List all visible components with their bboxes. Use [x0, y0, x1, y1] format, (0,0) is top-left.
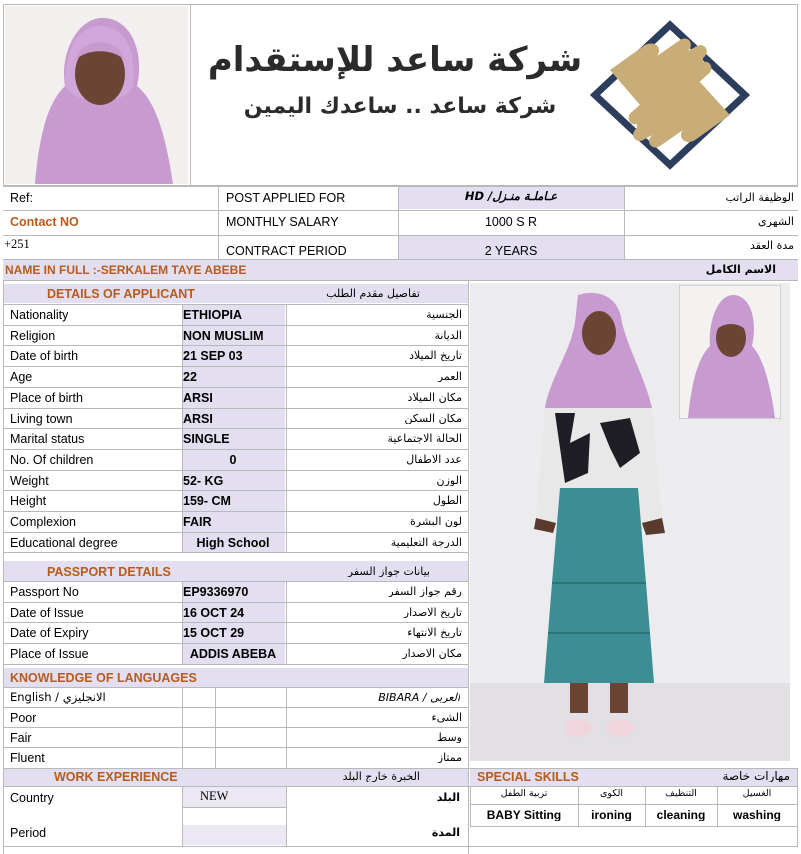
applicant-row-label-ar: الديانة — [434, 330, 462, 341]
skill-label-ar: تربية الطفل — [500, 789, 548, 799]
applicant-row-value: High School — [196, 537, 270, 550]
portrait-photo-right — [679, 285, 781, 419]
period-label-ar: المدة — [431, 827, 460, 838]
country-value: NEW — [200, 790, 229, 803]
applicant-row-label-ar: لون البشرة — [410, 516, 462, 527]
company-slogan: شركة ساعد .. ساعدك اليمين — [243, 94, 557, 119]
row-divider — [4, 747, 468, 748]
applicant-row-value: 21 SEP 03 — [183, 350, 243, 363]
post-value: عـاملـة منـزل/ HD — [464, 191, 558, 203]
applicant-row-value: ARSI — [183, 392, 213, 405]
applicant-row-label-ar: الجنسية — [426, 309, 462, 320]
applicant-row-label-ar: تاريخ الميلاد — [409, 350, 462, 361]
applicant-row-label: No. Of children — [10, 454, 94, 467]
contract-label-ar: مدة العقد — [750, 240, 794, 251]
passport-row-value: ADDIS ABEBA — [189, 648, 277, 661]
applicant-row-value: ETHIOPIA — [183, 309, 243, 322]
salary-label-ar: الشهري — [758, 216, 794, 227]
passport-header-ar: بيانات جواز السفر — [347, 566, 430, 577]
passport-row-label: Passport No — [10, 586, 79, 599]
period-label: Period — [10, 827, 47, 840]
applicant-header: DETAILS OF APPLICANT — [47, 288, 195, 301]
applicant-header-ar: تفاصيل مقدم الطلب — [326, 288, 420, 299]
applicant-row-value: 159- CM — [183, 495, 231, 508]
skills-header-ar: مهارات خاصة — [722, 770, 790, 782]
post-label: POST APPLIED FOR — [226, 192, 346, 205]
applicant-row-value: ARSI — [183, 413, 213, 426]
skill-label: BABY Sitting — [486, 809, 562, 821]
arabic-label: العربي / BIBARA — [378, 692, 460, 703]
skill-label-ar: الغسيل — [742, 789, 772, 799]
passport-row-label-ar: تاريخ الاصدار — [403, 607, 462, 618]
work-header: WORK EXPERIENCE — [54, 771, 178, 784]
applicant-row-label: Complexion — [10, 516, 77, 529]
passport-row-label-ar: تاريخ الانتهاء — [407, 627, 462, 638]
contract-value: 2 YEARS — [484, 245, 538, 258]
english-label: English / الانجليزي — [10, 692, 106, 704]
salary-value: 1000 S R — [484, 216, 538, 229]
country-label: Country — [10, 792, 54, 805]
col-divider — [182, 581, 183, 664]
language-level-label-ar: ممتاز — [437, 752, 462, 763]
full-name: NAME IN FULL :-SERKALEM TAYE ABEBE — [5, 264, 247, 276]
row-divider — [4, 664, 468, 665]
row-divider — [4, 727, 468, 728]
portrait-photo-small — [5, 6, 188, 184]
skill-label-ar: التنظيف — [665, 789, 697, 799]
language-level-label-ar: الشيء — [431, 712, 462, 723]
applicant-row-value: SINGLE — [183, 433, 230, 446]
applicant-row-label: Age — [10, 371, 33, 384]
applicant-row-value: NON MUSLIM — [183, 330, 264, 343]
applicant-row-label-ar: الطول — [432, 495, 462, 506]
applicant-row-label: Place of birth — [10, 392, 83, 405]
work-header-ar: الخبرة خارج البلد — [342, 771, 420, 782]
applicant-row-label-ar: الوزن — [436, 475, 462, 486]
row-divider — [4, 552, 468, 553]
applicant-row-label: Religion — [10, 330, 56, 343]
row-divider — [470, 804, 797, 805]
skill-label: cleaning — [656, 809, 706, 821]
ref-label: Ref: — [10, 192, 33, 205]
applicant-row-value: 52- KG — [183, 475, 224, 488]
passport-row-label-ar: رقم جواز السفر — [388, 586, 462, 597]
salary-label: MONTHLY SALARY — [226, 216, 339, 229]
row-divider — [470, 826, 797, 827]
passport-row-value: 15 OCT 29 — [183, 627, 245, 640]
applicant-row-label-ar: العمر — [437, 371, 462, 382]
skill-label: ironing — [591, 809, 632, 821]
skill-label: washing — [732, 809, 781, 821]
applicant-row-label-ar: الدرجة التعليمية — [390, 537, 462, 548]
col-divider — [286, 581, 287, 664]
row-divider — [4, 707, 468, 708]
passport-row-label: Date of Issue — [10, 607, 84, 620]
post-label-ar: الوظيفة الراتب — [725, 192, 794, 203]
passport-row-label: Date of Expiry — [10, 627, 89, 640]
applicant-row-label: Date of birth — [10, 350, 79, 363]
full-name-ar: الاسم الكامل — [705, 264, 776, 275]
passport-row-label: Place of Issue — [10, 648, 89, 661]
applicant-row-label-ar: عدد الاطفال — [406, 454, 462, 465]
language-level-label: Fair — [10, 732, 32, 745]
applicant-row-label-ar: مكان الميلاد — [407, 392, 462, 403]
passport-row-value: 16 OCT 24 — [183, 607, 245, 620]
country-label-ar: البلد — [436, 792, 460, 803]
passport-header: PASSPORT DETAILS — [47, 566, 171, 579]
applicant-row-label: Nationality — [10, 309, 69, 322]
language-level-label: Fluent — [10, 752, 45, 765]
contact-label: Contact NO — [10, 216, 79, 229]
applicant-row-label-ar: مكان السكن — [404, 413, 462, 424]
contract-label: CONTRACT PERIOD — [226, 245, 347, 258]
applicant-row-label-ar: الحالة الاجتماعية — [387, 433, 462, 444]
passport-row-label-ar: مكان الاصدار — [402, 648, 462, 659]
passport-row-value: EP9336970 — [183, 586, 249, 599]
phone-value: +251 — [4, 238, 30, 251]
applicant-row-value: 0 — [229, 454, 237, 467]
applicant-row-value: FAIR — [183, 516, 212, 529]
applicant-row-label: Height — [10, 495, 47, 508]
language-level-label-ar: وسط — [437, 732, 462, 743]
col-divider — [182, 304, 183, 552]
applicant-row-label: Weight — [10, 475, 49, 488]
company-name: شركة ساعد للإستقدام — [207, 40, 583, 80]
applicant-row-label: Marital status — [10, 433, 85, 446]
languages-header: KNOWLEDGE OF LANGUAGES — [10, 672, 197, 685]
skills-header: SPECIAL SKILLS — [477, 771, 579, 784]
applicant-row-label: Living town — [10, 413, 73, 426]
company-logo — [585, 20, 755, 170]
language-level-label: Poor — [10, 712, 37, 725]
applicant-row-label: Educational degree — [10, 537, 118, 550]
applicant-row-value: 22 — [183, 371, 197, 384]
skill-label-ar: الكوى — [599, 789, 624, 799]
col-divider — [286, 304, 287, 552]
